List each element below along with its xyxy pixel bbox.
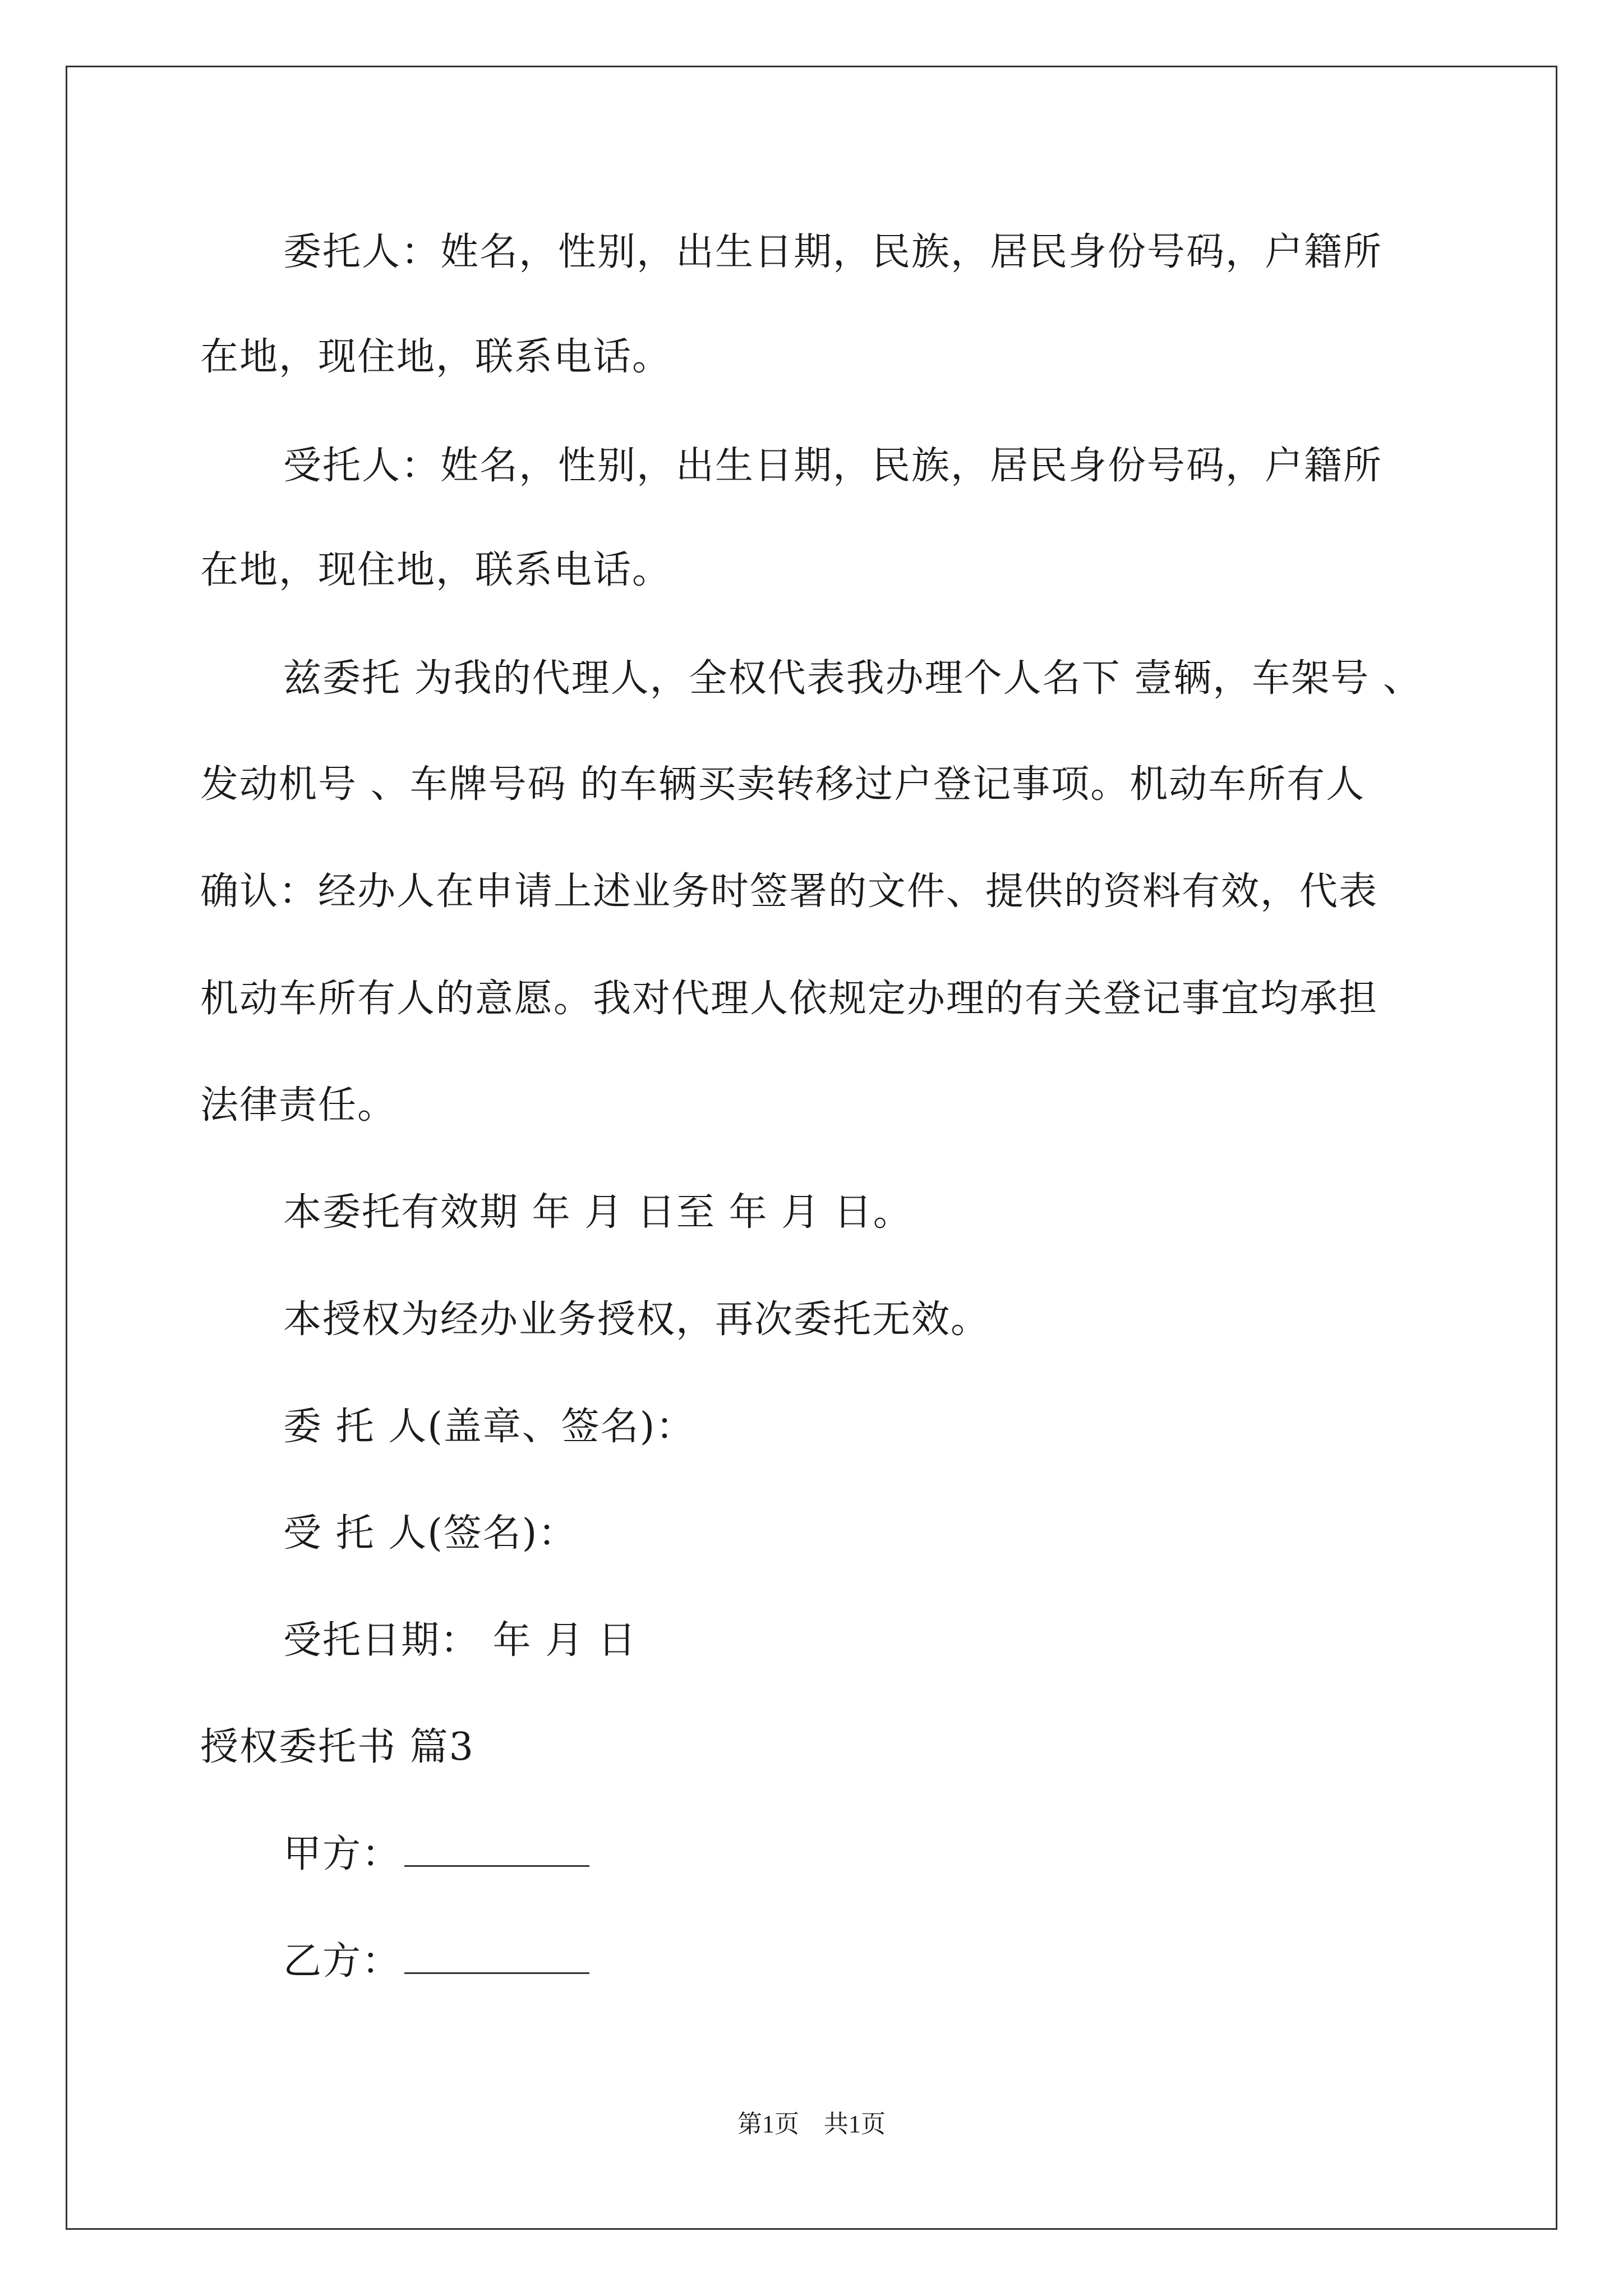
agent-line-1: 受托人：姓名，性别，出生日期，民族，居民身份号码，户籍所 — [283, 444, 1383, 488]
entrust-date: 受托日期： 年 月 日 — [283, 1618, 637, 1663]
section-heading: 授权委托书 篇3 — [200, 1725, 474, 1769]
party-b-line — [283, 1936, 589, 1987]
party-a-blank — [404, 1830, 589, 1867]
page-footer: 第1页 共1页 — [737, 2110, 886, 2138]
page-border — [66, 66, 1557, 2230]
authorization-line-5: 法律责任。 — [200, 1083, 397, 1128]
party-a-label: 甲方： — [283, 1832, 402, 1876]
authorization-line-4: 机动车所有人的意愿。我对代理人依规定办理的有关登记事宜均承担 — [200, 977, 1378, 1021]
principal-signature: 委 托 人(盖章、签名)： — [283, 1405, 695, 1449]
authorization-line-1: 兹委托 为我的代理人，全权代表我办理个人名下 壹辆，车架号 、 — [283, 656, 1422, 701]
authorization-line-3: 确认：经办人在申请上述业务时签署的文件、提供的资料有效，代表 — [200, 869, 1378, 914]
authorization-note: 本授权为经办业务授权，再次委托无效。 — [283, 1297, 990, 1342]
party-b-label: 乙方： — [283, 1939, 402, 1984]
validity-period: 本委托有效期 年 月 日至 年 月 日。 — [283, 1190, 912, 1235]
agent-signature: 受 托 人(签名)： — [283, 1511, 578, 1556]
authorization-line-2: 发动机号 、车牌号码 的车辆买卖转移过户登记事项。机动车所有人 — [200, 762, 1366, 807]
principal-line-1: 委托人：姓名，性别，出生日期，民族，居民身份号码，户籍所 — [283, 230, 1383, 274]
party-b-blank — [404, 1938, 589, 1974]
party-a-line — [283, 1829, 589, 1880]
agent-line-2: 在地，现住地，联系电话。 — [200, 548, 672, 592]
principal-line-2: 在地，现住地，联系电话。 — [200, 335, 672, 379]
